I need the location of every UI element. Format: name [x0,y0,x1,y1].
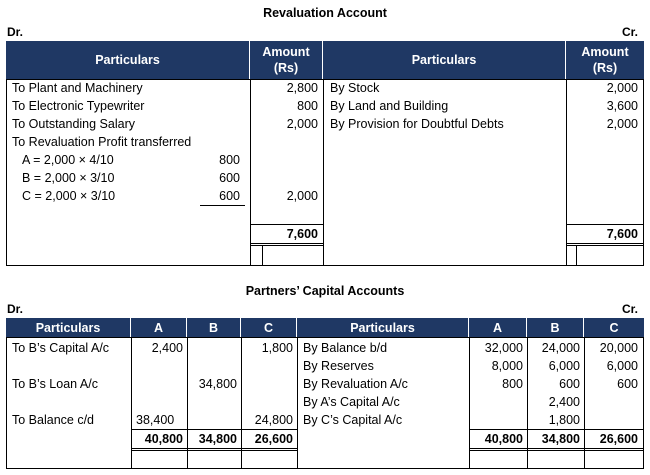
rev-header-amount-dr-line2: (Rs) [273,61,299,75]
capital-dr-label: Dr. [7,302,24,316]
rev-debit-total-line-2 [250,245,323,246]
rev-credit-particulars-2: By Provision for Doubtful Debts [330,117,504,131]
cap-header-particulars-dr: Particulars [6,318,131,337]
cap-credit-total-a: 40,800 [484,432,523,446]
cap-debit-c-2: 24,800 [254,413,293,427]
cap-header-b-cr: B [527,318,584,337]
capital-title: Partners’ Capital Accounts [245,284,405,298]
rev-credit-amount-1: 3,600 [606,99,638,113]
rev-credit-particulars-1: By Land and Building [330,99,449,113]
cap-header-c-cr: C [584,318,644,337]
cap-debit-total-a: 40,800 [144,432,183,446]
cap-header-c-dr: C [241,318,297,337]
rev-header-amount-cr-line1: Amount [581,45,629,59]
cap-credit-total-b: 34,800 [541,432,580,446]
cap-credit-particulars-0: By Balance b/d [303,341,388,355]
cap-debit-particulars-1: To B’s Loan A/c [12,377,98,391]
rev-header-amount-cr [566,41,644,79]
rev-credit-particulars-0: By Stock [330,81,380,95]
rev-debit-particulars-3: To Revaluation Profit transferred [12,135,192,149]
rev-credit-amount-0: 2,000 [606,81,638,95]
rev-debit-amount-1: 800 [297,99,318,113]
rev-credit-total-line-2 [566,245,644,246]
cap-credit-particulars-4: By C’s Capital A/c [303,413,403,427]
rev-credit-total-line-1 [566,243,644,244]
rev-debit-amount-2: 2,000 [286,117,318,131]
cap-debit-particulars-2: To Balance c/d [12,413,94,427]
rev-debit-particulars-1: To Electronic Typewriter [12,99,145,113]
cap-debit-total-c: 26,600 [254,432,293,446]
cap-credit-a-2: 800 [502,377,523,391]
cap-debit-b-1: 34,800 [198,377,237,391]
cap-credit-total-c: 26,600 [599,432,638,446]
revaluation-dr-label: Dr. [7,25,24,39]
rev-divider-2 [323,79,324,266]
rev-split-label-a: A = 2,000 × 4/10 [22,153,114,167]
capital-cr-label: Cr. [621,302,638,316]
cap-credit-b-1: 6,000 [548,359,580,373]
rev-divider-3 [566,79,567,266]
rev-split-value-a: 800 [219,153,240,167]
rev-divider-1 [250,79,251,266]
rev-split-label-c: C = 2,000 × 3/10 [22,189,116,203]
rev-split-value-b: 600 [219,171,240,185]
cap-header-b-dr: B [187,318,241,337]
cap-header-particulars-cr: Particulars [297,318,469,337]
cap-credit-total-line-2 [469,450,644,451]
rev-credit-total: 7,600 [606,227,638,241]
rev-credit-total-tick [576,245,577,266]
cap-debit-a-0: 2,400 [151,341,183,355]
cap-credit-a-1: 8,000 [491,359,523,373]
cap-credit-b-0: 24,000 [541,341,580,355]
rev-debit-amount-0: 2,800 [286,81,318,95]
cap-header-a-dr: A [131,318,187,337]
rev-split-label-b: B = 2,000 × 3/10 [22,171,115,185]
rev-header-particulars-dr: Particulars [6,41,250,79]
cap-debit-particulars-0: To B’s Capital A/c [12,341,110,355]
cap-credit-particulars-3: By A’s Capital A/c [303,395,400,409]
rev-split-underline [200,205,245,206]
cap-debit-total-b: 34,800 [198,432,237,446]
cap-debit-total-line-1 [131,448,297,449]
cap-credit-a-0: 32,000 [484,341,523,355]
cap-credit-particulars-1: By Reserves [303,359,374,373]
cap-debit-a-2: 38,400 [136,413,175,427]
cap-header-a-cr: A [469,318,527,337]
cap-credit-c-2: 600 [617,377,638,391]
rev-debit-total-tick [262,245,263,266]
cap-credit-c-0: 20,000 [599,341,638,355]
cap-credit-b-3: 2,400 [548,395,580,409]
rev-header-amount-dr [250,41,323,79]
cap-credit-c-1: 6,000 [606,359,638,373]
rev-debit-particulars-2: To Outstanding Salary [12,117,135,131]
cap-credit-b-4: 1,800 [548,413,580,427]
rev-split-value-c: 600 [219,189,240,203]
rev-header-amount-dr-line1: Amount [262,45,310,59]
rev-header-particulars-cr: Particulars [323,41,566,79]
cap-divider-4 [297,337,298,469]
cap-debit-c-0: 1,800 [261,341,293,355]
revaluation-title: Revaluation Account [263,6,387,20]
rev-header-amount-cr-line2: (Rs) [592,61,618,75]
cap-credit-particulars-2: By Revaluation A/c [303,377,408,391]
cap-debit-total-line-2 [131,450,297,451]
rev-credit-amount-2: 2,000 [606,117,638,131]
rev-profit-total: 2,000 [286,189,318,203]
rev-debit-particulars-0: To Plant and Machinery [12,81,143,95]
rev-debit-total: 7,600 [286,227,318,241]
cap-credit-total-line-1 [469,448,644,449]
revaluation-cr-label: Cr. [621,25,638,39]
rev-debit-total-line-1 [250,243,323,244]
cap-credit-b-2: 600 [559,377,580,391]
